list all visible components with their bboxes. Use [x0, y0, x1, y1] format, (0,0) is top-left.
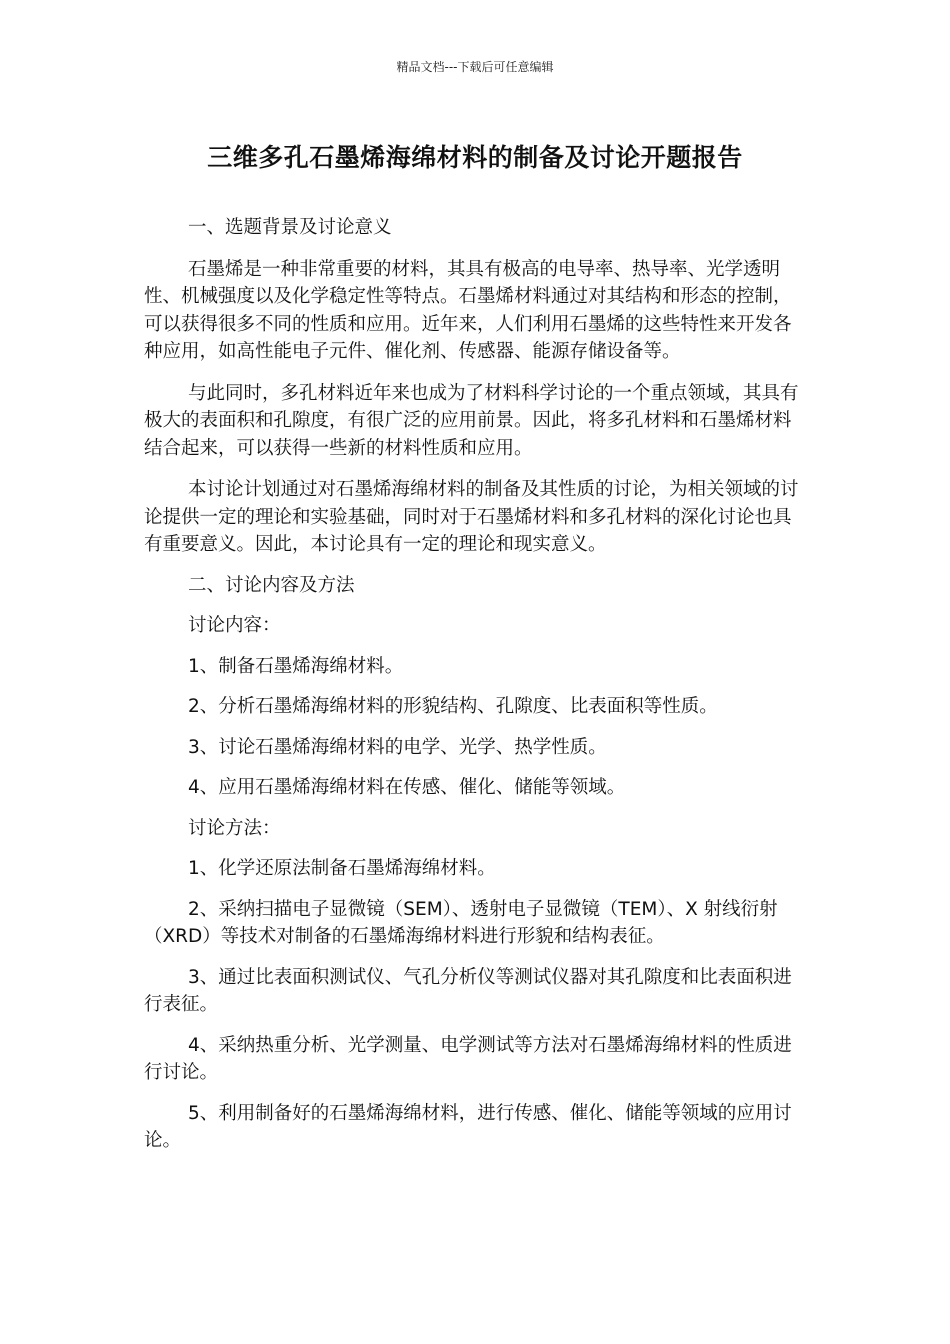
research-method-item: 5、利用制备好的石墨烯海绵材料，进行传感、催化、储能等领域的应用讨论。	[144, 1102, 792, 1151]
research-content-item: 4、应用石墨烯海绵材料在传感、催化、储能等领域。	[188, 777, 626, 798]
research-content-item: 1、制备石墨烯海绵材料。	[188, 655, 404, 677]
section-1-heading: 一、选题背景及讨论意义	[188, 217, 392, 238]
research-content-item: 3、讨论石墨烯海绵材料的电学、光学、热学性质。	[188, 736, 607, 758]
section-2-heading: 二、讨论内容及方法	[188, 574, 355, 596]
research-method-item: 4、采纳热重分析、光学测量、电学测试等方法对石墨烯海绵材料的性质进行讨论。	[144, 1034, 792, 1083]
research-method-item: 1、化学还原法制备石墨烯海绵材料。	[188, 858, 496, 879]
section-1-paragraph: 与此同时，多孔材料近年来也成为了材料科学讨论的一个重点领域，其具有极大的表面积和孔隙度，有很广泛的应用前景。因此，将多孔材料和石墨烯材料结合起来，可以获得一些新的材料性质和应用。	[144, 382, 799, 459]
header-note: 精品文档---下载后可任意编辑	[396, 60, 554, 74]
research-method-label: 讨论方法：	[188, 817, 281, 839]
research-method-item: 3、通过比表面积测试仪、气孔分析仪等测试仪器对其孔隙度和比表面积进行表征。	[144, 966, 792, 1015]
research-content-item: 2、分析石墨烯海绵材料的形貌结构、孔隙度、比表面积等性质。	[188, 696, 718, 717]
document-title: 三维多孔石墨烯海绵材料的制备及讨论开题报告	[207, 143, 743, 172]
document-body	[144, 214, 808, 1155]
research-content-label: 讨论内容：	[188, 615, 281, 636]
section-1-paragraph: 石墨烯是一种非常重要的材料，其具有极高的电导率、热导率、光学透明性、机械强度以及化学稳定性等特点。石墨烯材料通过对其结构和形态的控制，可以获得很多不同的性质和应用。近年来，人们利用石墨烯的这些特性来开发各种应用，如高性能电子元件、催化剂、传感器、能源存储设备等。	[144, 258, 792, 362]
section-1-paragraph: 本讨论计划通过对石墨烯海绵材料的制备及其性质的讨论，为相关领域的讨论提供一定的理论和实验基础，同时对于石墨烯材料和多孔材料的深化讨论也具有重要意义。因此，本讨论具有一定的理论和现实意义。	[144, 479, 799, 555]
research-method-item: 2、采纳扫描电子显微镜（SEM）、透射电子显微镜（TEM）、X 射线衍射（XRD）等技术对制备的石墨烯海绵材料进行形貌和结构表征。	[144, 898, 778, 947]
